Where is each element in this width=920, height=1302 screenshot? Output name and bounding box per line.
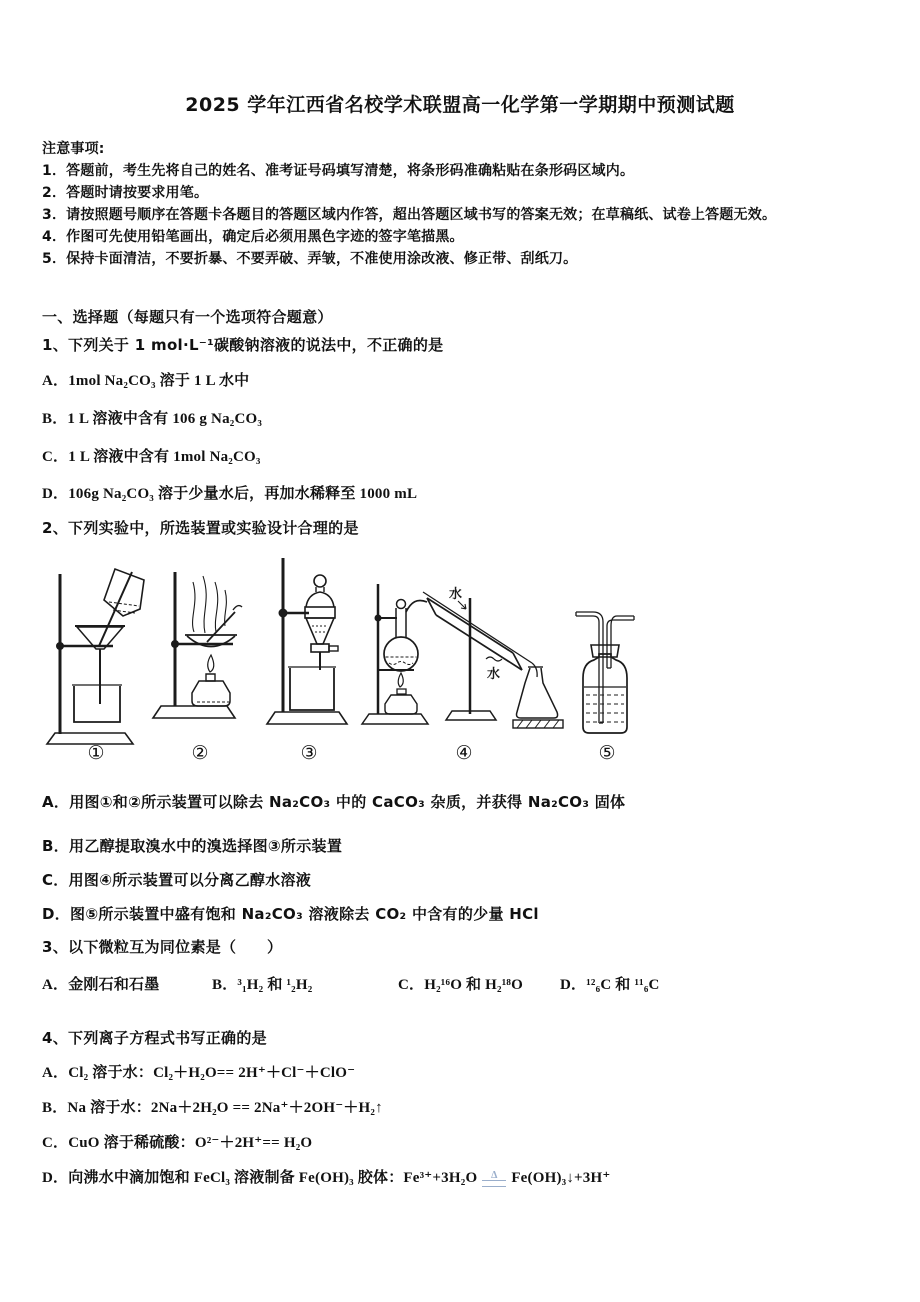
q2-option-c: C．用图④所示装置可以分离乙醇水溶液	[42, 871, 312, 889]
q2-option-a: A．用图①和②所示装置可以除去 Na₂CO₃ 中的 CaCO₃ 杂质，并获得 Na₂CO₃ 固体	[42, 793, 626, 811]
gas-washing-bottle-drawing	[576, 612, 634, 733]
notice-item-1: 1．答题前，考生先将自己的姓名、准考证号码填写清楚，将条形码准确粘贴在条形码区域内。	[42, 163, 635, 179]
q1-option-d: D．106g Na₂CO₃ 溶于少量水后，再加水稀释至 1000 mL	[42, 486, 418, 502]
q1-option-a: A．1mol Na₂CO₃ 溶于 1 L 水中	[42, 373, 250, 389]
filtration-apparatus-drawing	[47, 569, 144, 744]
q4-option-b: B．Na 溶于水：2Na＋2H₂O == 2Na⁺＋2OH⁻＋H₂↑	[42, 1100, 383, 1116]
q4-option-d	[42, 1168, 611, 1188]
apparatus-label-3: ③	[300, 742, 318, 764]
condenser-water-in-label: 水	[487, 667, 501, 682]
condenser-water-out-label: 水	[449, 587, 463, 602]
apparatus-label-4: ④	[455, 742, 473, 764]
distillation-apparatus-drawing	[362, 584, 563, 728]
q4-option-a: A．Cl₂ 溶于水：Cl₂＋H₂O== 2H⁺＋Cl⁻＋ClO⁻	[42, 1065, 356, 1081]
page-title: 2025 学年江西省名校学术联盟高一化学第一学期期中预测试题	[185, 94, 735, 116]
notice-heading: 注意事项:	[42, 141, 105, 157]
notice-item-3: 3．请按照题号顺序在答题卡各题目的答题区域内作答，超出答题区域书写的答案无效；在草稿纸、试卷上答题无效。	[42, 207, 777, 223]
q1-option-b: B．1 L 溶液中含有 106 g Na₂CO₃	[42, 411, 263, 427]
apparatus-label-1: ①	[87, 742, 105, 764]
q3-stem: 3、以下微粒互为同位素是（ ）	[42, 938, 283, 956]
notice-item-4: 4．作图可先使用铅笔画出，确定后必须用黑色字迹的签字笔描黑。	[42, 229, 464, 245]
section-heading: 一、选择题（每题只有一个选项符合题意）	[42, 308, 333, 326]
q3-option-b: B．³₁H₂ 和 ¹₂H₂	[212, 977, 313, 993]
apparatus-diagram	[45, 556, 655, 756]
q4-stem: 4、下列离子方程式书写正确的是	[42, 1029, 267, 1047]
q1-option-c: C．1 L 溶液中含有 1mol Na₂CO₃	[42, 449, 261, 465]
separating-funnel-apparatus-drawing	[267, 558, 347, 724]
q4-option-d-pre: D．向沸水中滴加饱和 FeCl₃ 溶液制备 Fe(OH)₃ 胶体：Fe³⁺+3H₂O	[42, 1170, 478, 1186]
q3-option-a: A．金刚石和石墨	[42, 977, 160, 993]
evaporation-apparatus-drawing	[153, 572, 242, 718]
q3-option-c: C．H₂¹⁶O 和 H₂¹⁸O	[398, 977, 523, 993]
q3-option-d: D．¹²₆C 和 ¹¹₆C	[560, 977, 660, 993]
q1-stem: 1、下列关于 1 mol·L⁻¹碳酸钠溶液的说法中，不正确的是	[42, 336, 444, 354]
delta-glyph: Δ	[491, 1169, 498, 1181]
q2-apparatus-figure	[45, 556, 655, 776]
q4-option-c: C．CuO 溶于稀硫酸：O²⁻＋2H⁺== H₂O	[42, 1135, 313, 1151]
delta-heating-equals-symbol	[482, 1171, 506, 1187]
double-line	[482, 1180, 506, 1187]
q2-option-d: D．图⑤所示装置中盛有饱和 Na₂CO₃ 溶液除去 CO₂ 中含有的少量 HCl	[42, 905, 539, 923]
q2-option-b: B．用乙醇提取溴水中的溴选择图③所示装置	[42, 837, 343, 855]
notice-item-2: 2．答题时请按要求用笔。	[42, 185, 209, 201]
apparatus-label-5: ⑤	[598, 742, 616, 764]
q4-option-d-post: Fe(OH)₃↓+3H⁺	[511, 1170, 611, 1186]
notice-item-5: 5．保持卡面清洁，不要折暴、不要弄破、弄皱，不准使用涂改液、修正带、刮纸刀。	[42, 251, 578, 267]
q2-stem: 2、下列实验中，所选装置或实验设计合理的是	[42, 519, 359, 537]
apparatus-label-2: ②	[191, 742, 209, 764]
